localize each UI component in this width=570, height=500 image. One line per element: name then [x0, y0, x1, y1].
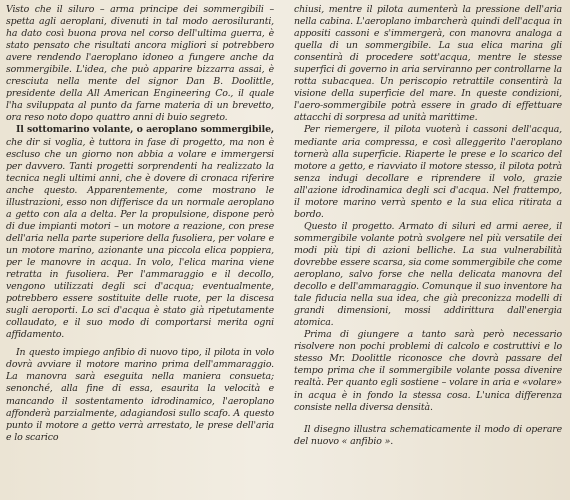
- paragraph: Questo il progetto. Armato di siluri ed armi aeree, il sommergibile volante potrà svolgere nel più versatile dei modi più tipi di azioni belliche. La sua vulnerabilità dovrebbe essere scarsa, sia come sommergibile che come aeroplano, salvo forse che nella delicata manovra del decollo e dell'ammaraggio. Comunque il suo inventore ha tale fiducia nella sua idea, che già preconizza modelli di grandi dimensioni, mossi addirittura dall'energia atomica.: [294, 220, 562, 329]
- figure-caption: Il disegno illustra schematicamente il modo di operare del nuovo « anfibio ».: [294, 423, 562, 447]
- paragraph: Visto che il siluro – arma principe dei sommergibili – spetta agli aeroplani, divenuti in tal modo aerosiluranti, ha dato così buona prova nel corso dell'ultima guerra, è stato pensato che risultati ancora migliori si potrebbero avere rendendo l'aeroplano idoneo a fungere anche da sommergibile. L'idea, che può apparire bizzarra assai, è cresciuta nella mente del signor Dan B. Doolittle, presidente della All American Engineering Co., il quale l'ha sviluppata al punto da farne materia di un brevetto, ora reso noto dopo quattro anni di buio segreto.: [6, 4, 274, 124]
- left-text-column: [6, 4, 274, 444]
- paragraph: Per riemergere, il pilota vuoterà i cassoni dell'acqua, mediante aria compressa, e così alleggerito l'aeroplano tornerà alla superficie. Riaperte le prese e lo scarico del motore a getto, e riavviato il motore stesso, il pilota potrà senza indugi decollare e riprendere il volo, grazie all'azione idrodinamica degli sci d'acqua. Nel frattempo, il motore marino verrà spento e la sua elica ritirata a bordo.: [294, 124, 562, 220]
- paragraph: [6, 124, 274, 341]
- paragraph: chiusi, mentre il pilota aumenterà la pressione dell'aria nella cabina. L'aeroplano imbarcherà quindi dell'acqua in appositi cassoni e s'immergerà, con manovra analoga a quella di un sommergibile. La sua elica marina gli consentirà di procedere sott'acqua, mentre le stesse superfici di governo in aria serviranno per controllarne la rotta subacquea. Un periscopio retrattile consentirà la visione della superficie del mare. In queste condizioni, l'aero-sommergibile potrà essere in grado di effettuare attacchi di sorpresa ad unità marittime.: [294, 4, 562, 124]
- paragraph: Prima di giungere a tanto sarà però necessario risolvere non pochi problemi di calcolo e costruttivi e lo stesso Mr. Doolittle riconosce che dovrà passare del tempo prima che il sommergibile volante possa divenire realtà. Per quanto egli sostiene – volare in aria e «volare» in acqua è in fondo la stessa cosa. L'unica differenza consiste nella diversa densità.: [294, 329, 562, 413]
- paragraph: In questo impiego anfibio di nuovo tipo, il pilota in volo dovrà avviare il motore marino prima dell'ammaraggio. La manovra sarà eseguita nella maniera consueta; senonché, alla fine di essa, esaurita la velocità e mancando il sostentamento idrodinamico, l'aeroplano affonderà parzialmente, adagiandosi sullo scafo. A questo punto il motore a getto verrà arrestato, le prese dell'aria e lo scarico: [6, 347, 274, 443]
- bold-lead-in: Il sottomarino volante, o aeroplano sommergibile,: [16, 124, 274, 136]
- paragraph-text: che dir si voglia, è tuttora in fase di progetto, ma non è escluso che un giorno non abbia a volare e immergersi per davvero. Tanti progetti sorprendenti ha realizzato la tecnica negli ultimi anni, che è dovere di cronaca riferire anche questo. Apparentemente, come mostrano le illustrazioni, esso non differisce da un normale aeroplano a getto con ala a delta. Per la propulsione, dispone però di due impianti motori – un motore a reazione, con prese dell'aria nella parte superiore della fusoliera, per volare e un motore marino, azionante una piccola elica poppiera, per le manovre in acqua. In volo, l'elica marina viene retratta in fusoliera. Per l'ammaraggio e il decollo, vengono utilizzati degli sci d'acqua; eventualmente, potrebbero essere sostituite delle ruote, per la discesa sugli aeroporti. Lo sci d'acqua è stato già ripetutamente collaudato, e il suo modo di comportarsi merita ogni affidamento.: [6, 136, 274, 341]
- right-text-column: [294, 4, 562, 448]
